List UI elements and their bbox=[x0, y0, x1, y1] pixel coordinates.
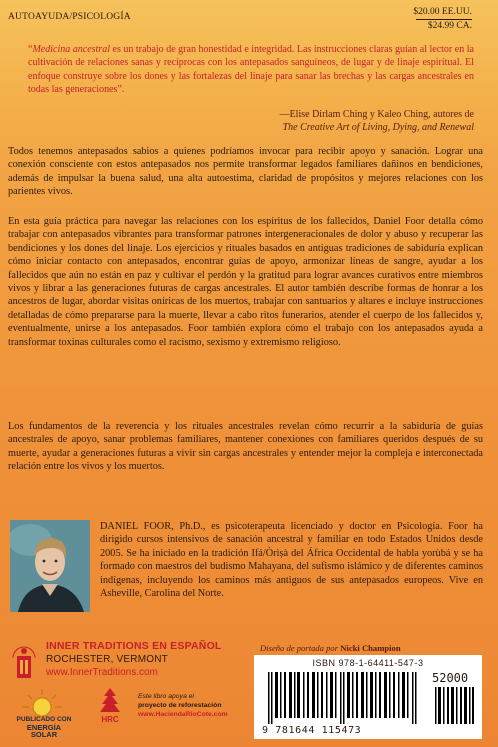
isbn-barcode bbox=[254, 655, 482, 739]
quote-attribution bbox=[200, 108, 474, 135]
publisher-name: INNER TRADITIONS EN ESPAÑOL bbox=[46, 640, 222, 652]
quote-open-mark: “ bbox=[28, 44, 33, 55]
quote-attribution-authors: —Elise Dirlam Ching y Kaleo Ching, autores de bbox=[279, 109, 474, 120]
description-paragraph-1: Todos tenemos antepasados sabios a quienes podríamos invocar para recibir apoyo y sanación. Lograr una conexión consciente con estos antepasados nos permite transformar legados familiares dañinos en bendiciones, además de impulsar la buena salud, una alta autoestima, claridad de propósitos y mejores relaciones con los parientes vivos. bbox=[8, 146, 483, 198]
publisher-website[interactable]: www.InnerTraditions.com bbox=[46, 667, 158, 678]
barcode-price-code: 52000 bbox=[432, 671, 469, 685]
price-divider bbox=[416, 19, 472, 20]
price-block bbox=[413, 7, 472, 32]
author-bio: DANIEL FOOR, Ph.D., es psicoterapeuta licenciado y doctor en Psicología. Foor ha dirigido cursos intensivos de sanación ancestral y familiar en todo Estados Unidos desde 2005. Se ha iniciado en la tradición Ifá/Òrìṣà del África Occidental de habla yorùbá y se ha formado con maestros del budismo Mahayana, del sufismo islámico y de diferentes caminos indígenas, incluyendo los caminos más antiguos de sus antepasados europeos. Vive en Asheville, Carolina del Norte. bbox=[100, 521, 483, 600]
description-paragraph-3: Los fundamentos de la reverencia y los rituales ancestrales revelan cómo recurrir a la sabiduría de guías ancestrales de apoyo, sanar problemas familiares, mantener conexiones con familiares queridos después de su muerte, ayudar a generaciones futuras a vivir sin cargas ancestrales y entender mejor la compleja e interconectada relación entre los vivos y los muertos. bbox=[8, 421, 483, 473]
cover-design-credit: Diseño de portada por Nicki Champion bbox=[260, 643, 401, 653]
category-label: AUTOAYUDA/PSICOLOGÍA bbox=[8, 12, 131, 22]
svg-text:HRC: HRC bbox=[101, 715, 119, 724]
ean-digits: 9 781644 115473 bbox=[262, 725, 362, 736]
hrc-website[interactable]: www.HaciendaRioCote.com bbox=[138, 711, 228, 718]
price-ca: $24.99 CA. bbox=[427, 21, 472, 31]
description-paragraph-2: En esta guía práctica para navegar las relaciones con los espíritus de los fallecidos, Daniel Foor detalla cómo trabajar con antepasados vibrantes para transformar patrones intergeneracionales de dolor y abuso y recuperar las bendiciones y los dones del linaje. Los ejercicios y rituales basados en antiguas tradiciones de sabiduría explican cómo iniciar contacto con antepasados, encontrar guías de apoyo, armonizar líneas de sangre, ayudar a los fallecidos que aún no están en paz y cultivar el perdón y la gratitud para lograr avances curativos entre miembros vivos y librar a las generaciones futuras de cargas ancestrales. El autor también describe formas de honrar a los ancestros de lugar, abordar visitas oníricas de los muertos, trabajar con santuarios y altares e incluye instrucciones detalladas de cómo prepararse para la muerte, llevar a cabo ritos funerarios, atender el cuerpo de los fallecidos y, eventualmente, unirse a los antepasados. Foor también explora cómo el trabajo con los antepasados ayuda a transformar toxinas culturales como el racismo, sexismo y extremismo religioso. bbox=[8, 216, 483, 348]
quote-attribution-book: The Creative Art of Living, Dying, and Renewal bbox=[282, 122, 474, 134]
ean-bars bbox=[262, 672, 426, 724]
isbn-number: ISBN 978-1-64411-547-3 bbox=[312, 658, 424, 668]
price-barcode-bars bbox=[434, 687, 476, 724]
author-photo bbox=[10, 520, 90, 612]
hrc-logo-icon bbox=[88, 684, 132, 724]
quote-book-title: Medicina ancestral bbox=[32, 44, 110, 55]
solar-energy-label: PUBLICADO CON ENERGÍA SOLAR bbox=[16, 716, 72, 739]
price-us: $20.00 EE.UU. bbox=[413, 7, 472, 17]
publisher-location: ROCHESTER, VERMONT bbox=[46, 654, 168, 665]
endorsement-quote bbox=[28, 43, 474, 97]
quote-body: es un trabajo de gran honestidad e integridad. Las instrucciones claras guían al lector en la cultivación de relaciones sanas y recíprocas con los antepasados sanguíneos, de lugar y de linaje espiritual. El enfoque construye sobre los dones y las fortalezas del linaje para sanar las brechas y las cargas ancestrales en todas las generaciones”. bbox=[28, 44, 474, 96]
cover-designer-name: Nicki Champion bbox=[340, 643, 401, 653]
hrc-reforestation-text: Este libro apoya el proyecto de reforestación www.HaciendaRioCote.com bbox=[138, 693, 228, 718]
publisher-logo bbox=[10, 640, 38, 680]
